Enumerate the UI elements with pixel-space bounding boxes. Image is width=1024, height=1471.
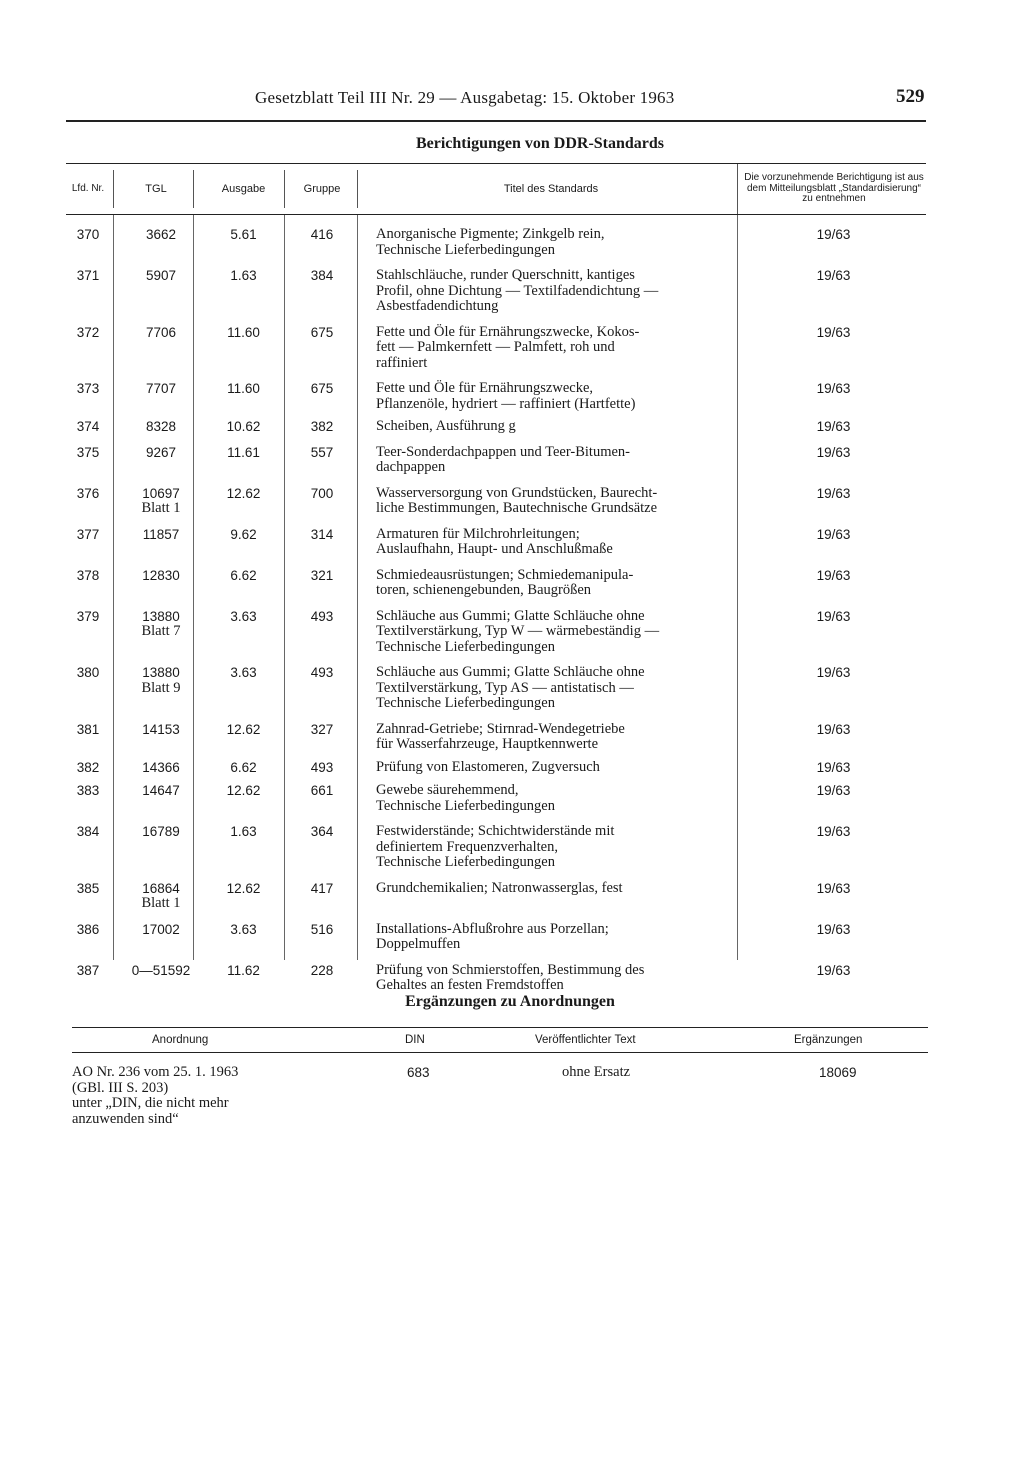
table-row bbox=[66, 415, 926, 435]
ausgabe-cell: 11.62 bbox=[227, 962, 260, 978]
col-header-titel: Titel des Standards bbox=[503, 182, 599, 195]
titel-line: Technische Lieferbedingungen bbox=[376, 797, 555, 814]
tgl-number: 14153 bbox=[142, 721, 180, 737]
table-row bbox=[66, 820, 926, 871]
titel-line: Armaturen für Milchrohrleitungen; bbox=[376, 525, 580, 542]
gruppe-cell: 416 bbox=[310, 227, 334, 242]
mitteilung-cell: 19/63 bbox=[816, 665, 851, 680]
tgl-cell bbox=[116, 609, 206, 640]
tgl-number: 14366 bbox=[142, 759, 180, 775]
titel-line: Teer-Sonderdachpappen und Teer-Bitumen- bbox=[376, 443, 630, 460]
titel-line: Technische Lieferbedingungen bbox=[376, 854, 555, 870]
titel-line: liche Bestimmungen, Bautechnische Grundsätze bbox=[376, 500, 658, 516]
col-header-ausgabe: Ausgabe bbox=[221, 182, 266, 195]
titel-cell bbox=[376, 564, 748, 599]
table-row bbox=[66, 482, 926, 517]
ausgabe-cell: 11.61 bbox=[227, 444, 260, 460]
mitteilung-cell: 19/63 bbox=[816, 962, 851, 978]
row-number: 375 bbox=[76, 444, 100, 460]
mitteilung-cell: 19/63 bbox=[816, 759, 851, 775]
table-row bbox=[66, 223, 926, 258]
titel-line: fett — Palmkernfett — Palmfett, roh und bbox=[376, 339, 615, 355]
din-cell: 683 bbox=[407, 1065, 430, 1080]
titel-line: Wasserversorgung von Grundstücken, Baurecht- bbox=[376, 484, 658, 501]
col-header-nr: Lfd. Nr. bbox=[71, 182, 105, 194]
tgl-number: 3662 bbox=[145, 227, 177, 242]
gruppe-cell: 382 bbox=[310, 419, 334, 434]
table-row bbox=[66, 918, 926, 953]
titel-line: Festwiderstände; Schichtwiderstände mit bbox=[376, 823, 615, 839]
tgl-number: 16864 bbox=[142, 880, 180, 896]
titel-line: Anorganische Pigmente; Zinkgelb rein, bbox=[376, 226, 605, 242]
titel-cell bbox=[376, 918, 748, 953]
row-number: 386 bbox=[76, 921, 100, 937]
gruppe-cell: 700 bbox=[310, 485, 334, 501]
titel-cell bbox=[376, 223, 748, 258]
table-row bbox=[66, 264, 926, 315]
column-divider bbox=[193, 170, 194, 208]
page-number: 529 bbox=[896, 86, 925, 107]
column-divider bbox=[113, 170, 114, 208]
mitteilung-cell: 19/63 bbox=[816, 268, 851, 283]
table-row bbox=[66, 605, 926, 656]
table-row bbox=[66, 523, 926, 558]
tgl-sheet: Blatt 7 bbox=[141, 623, 181, 639]
mitteilung-cell: 19/63 bbox=[816, 608, 851, 624]
ausgabe-cell: 10.62 bbox=[226, 419, 261, 434]
tgl-number: 7706 bbox=[145, 324, 177, 340]
text-cell: ohne Ersatz bbox=[562, 1064, 631, 1080]
titel-cell bbox=[376, 441, 748, 476]
titel-line: Prüfung von Elastomeren, Zugversuch bbox=[376, 758, 600, 775]
gruppe-cell: 228 bbox=[310, 962, 334, 978]
titel-line: Fette und Öle für Ernährungszwecke, bbox=[376, 380, 594, 396]
row-number: 370 bbox=[76, 227, 100, 242]
titel-line: Scheiben, Ausführung g bbox=[376, 418, 516, 434]
corrections-title: Berichtigungen von DDR-Standards bbox=[415, 135, 665, 152]
titel-cell bbox=[376, 415, 748, 435]
ausgabe-cell: 5.61 bbox=[230, 227, 257, 242]
titel-line: raffiniert bbox=[376, 354, 428, 371]
gruppe-cell: 675 bbox=[310, 381, 334, 396]
table-row bbox=[66, 779, 926, 814]
anordnung-line: anzuwenden sind“ bbox=[72, 1110, 179, 1127]
col-header-text: Veröffentlichter Text bbox=[535, 1034, 636, 1046]
titel-line: definiertem Frequenzverhalten, bbox=[376, 838, 558, 855]
tgl-number: 5907 bbox=[145, 268, 177, 283]
col-header-anordnung: Anordnung bbox=[152, 1034, 209, 1046]
table-row bbox=[66, 377, 926, 412]
mitteilung-cell: 19/63 bbox=[816, 783, 851, 798]
gruppe-cell: 417 bbox=[310, 880, 334, 896]
titel-line: Textilverstärkung, Typ W — wärmebeständig — bbox=[376, 623, 660, 639]
tgl-cell bbox=[116, 722, 206, 738]
tgl-number: 7707 bbox=[145, 381, 177, 396]
supplements-title: Ergänzungen zu Anordnungen bbox=[405, 993, 615, 1010]
tgl-cell bbox=[116, 381, 206, 397]
gruppe-cell: 493 bbox=[310, 665, 334, 680]
mitteilung-cell: 19/63 bbox=[816, 526, 851, 542]
page-header: Gesetzblatt Teil III Nr. 29 — Ausgabetag: 15. Oktober 1963 bbox=[255, 88, 675, 107]
tgl-number: 16789 bbox=[142, 824, 180, 839]
row-number: 378 bbox=[76, 567, 100, 583]
tgl-number: 11857 bbox=[142, 526, 180, 542]
mitteilung-cell: 19/63 bbox=[816, 324, 851, 340]
tgl-number: 0—51592 bbox=[131, 962, 191, 978]
mitteilung-cell: 19/63 bbox=[816, 485, 851, 501]
tgl-cell bbox=[116, 486, 206, 517]
tgl-number: 17002 bbox=[142, 921, 180, 937]
gruppe-cell: 493 bbox=[310, 759, 334, 775]
ausgabe-cell: 3.63 bbox=[230, 608, 257, 624]
titel-line: Asbestfadendichtung bbox=[376, 298, 499, 314]
col-header-mitteilung: Die vorzunehmende Berichtigung ist aus dem Mitteilungsblatt „Standardisierung“ zu entnehmen bbox=[744, 172, 924, 205]
tgl-cell bbox=[116, 268, 206, 284]
titel-cell bbox=[376, 264, 748, 315]
mitteilung-cell: 19/63 bbox=[816, 444, 851, 460]
gruppe-cell: 314 bbox=[310, 526, 334, 542]
titel-line: Fette und Öle für Ernährungszwecke, Kokos- bbox=[376, 323, 640, 340]
tgl-sheet: Blatt 1 bbox=[141, 895, 181, 911]
table-row bbox=[66, 959, 926, 994]
col-header-tgl: TGL bbox=[145, 182, 167, 195]
tgl-cell bbox=[116, 963, 206, 979]
tgl-cell bbox=[116, 824, 206, 840]
mitteilung-cell: 19/63 bbox=[816, 381, 851, 396]
row-number: 379 bbox=[76, 608, 100, 624]
ausgabe-cell: 12.62 bbox=[226, 721, 261, 737]
tgl-cell bbox=[116, 527, 206, 543]
tgl-cell bbox=[116, 881, 206, 912]
supplements-row bbox=[72, 1053, 928, 1127]
titel-cell bbox=[376, 820, 748, 871]
anordnung-line: (GBl. III S. 203) bbox=[72, 1079, 169, 1096]
tgl-sheet: Blatt 1 bbox=[141, 500, 181, 516]
table-row bbox=[66, 877, 926, 912]
titel-cell bbox=[376, 661, 748, 712]
mitteilung-cell: 19/63 bbox=[816, 227, 851, 242]
tgl-number: 9267 bbox=[145, 444, 177, 460]
titel-line: Schläuche aus Gummi; Glatte Schläuche ohne bbox=[376, 664, 645, 680]
supplements-table bbox=[72, 1027, 928, 1127]
ausgabe-cell: 1.63 bbox=[230, 824, 257, 839]
supplements-table-header bbox=[72, 1027, 928, 1053]
titel-cell bbox=[376, 779, 748, 814]
titel-line: Grundchemikalien; Natronwasserglas, fest bbox=[376, 879, 623, 896]
titel-line: Profil, ohne Dichtung — Textilfadendichtung — bbox=[376, 282, 659, 299]
tgl-cell bbox=[116, 783, 206, 799]
titel-line: Schmiedeausrüstungen; Schmiedemanipula- bbox=[376, 566, 634, 583]
ausgabe-cell: 12.62 bbox=[226, 783, 261, 798]
tgl-number: 14647 bbox=[142, 783, 180, 798]
column-divider bbox=[737, 164, 738, 214]
gruppe-cell: 516 bbox=[310, 921, 334, 937]
titel-line: Gehaltes an festen Fremdstoffen bbox=[376, 977, 564, 993]
tgl-cell bbox=[116, 760, 206, 776]
mitteilung-cell: 19/63 bbox=[816, 880, 851, 896]
tgl-cell bbox=[116, 227, 206, 243]
tgl-number: 10697 bbox=[142, 485, 180, 501]
tgl-cell bbox=[116, 325, 206, 341]
corrections-table-body bbox=[66, 215, 926, 994]
gruppe-cell: 364 bbox=[310, 824, 334, 839]
titel-line: Doppelmuffen bbox=[376, 936, 461, 952]
tgl-cell bbox=[116, 922, 206, 938]
column-divider bbox=[284, 170, 285, 208]
titel-line: Pflanzenöle, hydriert — raffiniert (Hartfette) bbox=[376, 395, 636, 412]
titel-cell bbox=[376, 605, 748, 656]
titel-cell bbox=[376, 523, 748, 558]
tgl-number: 13880 bbox=[142, 608, 180, 624]
gruppe-cell: 493 bbox=[310, 608, 334, 624]
titel-line: Technische Lieferbedingungen bbox=[376, 638, 555, 655]
tgl-sheet: Blatt 9 bbox=[141, 679, 181, 696]
row-number: 377 bbox=[76, 526, 100, 542]
row-number: 373 bbox=[76, 381, 100, 396]
row-number: 384 bbox=[76, 824, 100, 839]
mitteilung-cell: 19/63 bbox=[816, 824, 851, 839]
anordnung-cell bbox=[72, 1065, 312, 1127]
titel-cell bbox=[376, 321, 748, 372]
ausgabe-cell: 1.63 bbox=[230, 268, 257, 283]
titel-line: Technische Lieferbedingungen bbox=[376, 695, 555, 711]
row-number: 376 bbox=[76, 485, 100, 501]
ausgabe-cell: 12.62 bbox=[226, 880, 261, 896]
titel-line: dachpappen bbox=[376, 459, 446, 475]
table-row bbox=[66, 441, 926, 476]
gruppe-cell: 557 bbox=[310, 444, 334, 460]
ausgabe-cell: 12.62 bbox=[226, 485, 261, 501]
gruppe-cell: 661 bbox=[310, 783, 334, 798]
titel-cell bbox=[376, 482, 748, 517]
tgl-number: 12830 bbox=[142, 567, 180, 583]
titel-line: für Wasserfahrzeuge, Hauptkennwerte bbox=[376, 736, 599, 752]
gruppe-cell: 675 bbox=[310, 324, 334, 340]
titel-cell bbox=[376, 377, 748, 412]
row-number: 372 bbox=[76, 324, 100, 340]
tgl-number: 13880 bbox=[142, 665, 180, 680]
row-number: 381 bbox=[76, 721, 100, 737]
titel-line: Stahlschläuche, runder Querschnitt, kantiges bbox=[376, 267, 635, 283]
titel-line: Technische Lieferbedingungen bbox=[376, 241, 555, 258]
titel-cell bbox=[376, 959, 748, 994]
titel-line: Auslaufhahn, Haupt- und Anschlußmaße bbox=[376, 541, 613, 557]
column-divider bbox=[357, 170, 358, 208]
mitteilung-cell: 19/63 bbox=[816, 567, 851, 583]
titel-cell bbox=[376, 756, 748, 776]
col-header-gruppe: Gruppe bbox=[303, 182, 341, 195]
titel-line: Installations-Abflußrohre aus Porzellan; bbox=[376, 920, 609, 937]
mitteilung-cell: 19/63 bbox=[816, 419, 851, 434]
tgl-cell bbox=[116, 445, 206, 461]
anordnung-line: unter „DIN, die nicht mehr bbox=[72, 1095, 229, 1111]
titel-line: Zahnrad-Getriebe; Stirnrad-Wendegetriebe bbox=[376, 720, 625, 737]
col-header-ergaenzungen: Ergänzungen bbox=[794, 1034, 863, 1046]
titel-line: Textilverstärkung, Typ AS — antistatisch — bbox=[376, 679, 634, 696]
row-number: 385 bbox=[76, 880, 100, 896]
corrections-table bbox=[66, 163, 926, 994]
titel-cell bbox=[376, 718, 748, 753]
ausgabe-cell: 6.62 bbox=[230, 759, 257, 775]
anordnung-line: AO Nr. 236 vom 25. 1. 1963 bbox=[72, 1064, 239, 1080]
ausgabe-cell: 11.60 bbox=[227, 381, 260, 396]
ausgabe-cell: 3.63 bbox=[230, 921, 257, 937]
mitteilung-cell: 19/63 bbox=[816, 921, 851, 937]
titel-line: Gewebe säurehemmend, bbox=[376, 782, 519, 798]
mitteilung-cell: 19/63 bbox=[816, 721, 851, 737]
gruppe-cell: 384 bbox=[310, 268, 334, 283]
gruppe-cell: 321 bbox=[310, 567, 334, 583]
tgl-cell bbox=[116, 665, 206, 696]
tgl-number: 8328 bbox=[145, 419, 177, 434]
ausgabe-cell: 3.63 bbox=[230, 665, 257, 680]
row-number: 371 bbox=[76, 268, 100, 283]
table-row bbox=[66, 661, 926, 712]
corrections-table-header bbox=[66, 163, 926, 215]
header-rule bbox=[66, 120, 926, 122]
row-number: 383 bbox=[76, 783, 100, 798]
table-row bbox=[66, 321, 926, 372]
ergaenzungen-cell: 18069 bbox=[819, 1065, 857, 1080]
table-row bbox=[66, 756, 926, 776]
row-number: 380 bbox=[76, 665, 100, 680]
tgl-cell bbox=[116, 568, 206, 584]
titel-line: Prüfung von Schmierstoffen, Bestimmung des bbox=[376, 961, 645, 978]
table-row bbox=[66, 564, 926, 599]
ausgabe-cell: 6.62 bbox=[230, 567, 257, 583]
row-number: 374 bbox=[76, 419, 100, 434]
ausgabe-cell: 11.60 bbox=[227, 324, 260, 340]
row-number: 387 bbox=[76, 962, 100, 978]
titel-line: Schläuche aus Gummi; Glatte Schläuche ohne bbox=[376, 607, 645, 624]
titel-line: toren, schienengebunden, Baugrößen bbox=[376, 582, 592, 598]
table-row bbox=[66, 718, 926, 753]
row-number: 382 bbox=[76, 759, 100, 775]
titel-cell bbox=[376, 877, 748, 912]
col-header-din: DIN bbox=[405, 1034, 425, 1046]
gruppe-cell: 327 bbox=[310, 721, 334, 737]
tgl-cell bbox=[116, 419, 206, 435]
ausgabe-cell: 9.62 bbox=[230, 526, 257, 542]
